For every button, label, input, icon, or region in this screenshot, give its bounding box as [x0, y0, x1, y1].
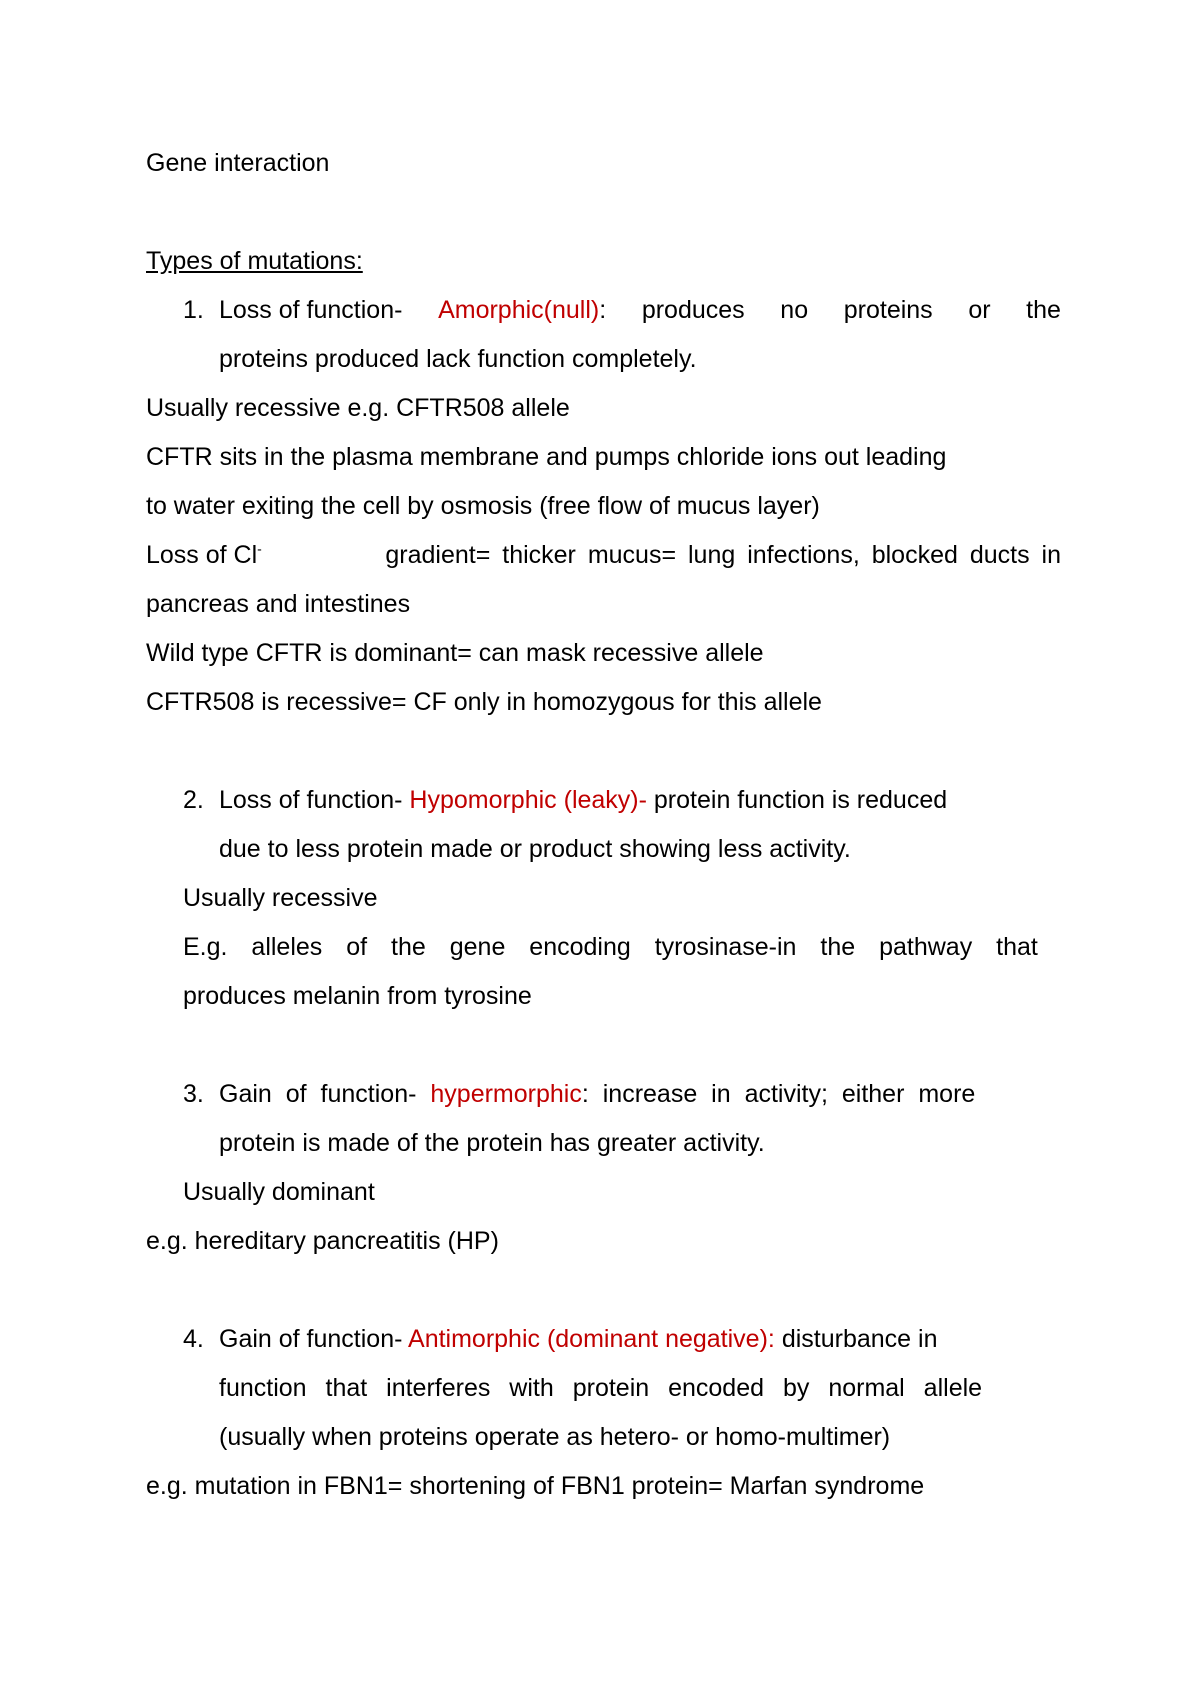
item-2-lead: Loss of function- [219, 786, 403, 814]
item-4-lead: Gain of function- [219, 1325, 403, 1353]
item-4-line2: function that interferes with protein encoded by normal allele [219, 1374, 983, 1402]
loss-prefix-wrap [146, 540, 262, 570]
item-3-eg: e.g. hereditary pancreatitis (HP) [146, 1227, 499, 1255]
item-1-term: Amorphic(null) [438, 296, 600, 324]
item-number-3: 3. [183, 1080, 204, 1108]
item-1-loss-line2: pancreas and intestines [146, 590, 411, 618]
loss-prefix: Loss of Cl [146, 541, 258, 569]
item-1-word-or: or [968, 296, 991, 324]
item-number-2: 2. [183, 786, 204, 814]
list-item-2-line1 [219, 785, 1061, 815]
item-1-lead: Loss of function- [219, 296, 403, 324]
loss-rest: gradient= thicker mucus= lung infections, blocked ducts in [385, 541, 1061, 569]
list-item-1-line1 [219, 295, 1061, 325]
item-1-rest-a: : [599, 296, 607, 324]
chloride-superscript: - [257, 540, 262, 557]
item-3-line2: protein is made of the protein has greater activity. [219, 1129, 765, 1157]
item-1-word-the: the [1026, 296, 1061, 324]
item-1-word-produces: produces [641, 296, 745, 324]
list-item-4-line1 [219, 1324, 1061, 1354]
item-1-usually: Usually recessive e.g. CFTR508 allele [146, 394, 570, 422]
section-heading: Types of mutations: [146, 247, 363, 275]
item-1-cftr-line2: to water exiting the cell by osmosis (free flow of mucus layer) [146, 492, 820, 520]
item-1-word-no: no [780, 296, 809, 324]
item-1-word-proteins: proteins [843, 296, 933, 324]
item-2-eg-line1: E.g. alleles of the gene encoding tyrosinase-in the pathway that [183, 933, 1038, 961]
item-2-line2: due to less protein made or product showing less activity. [219, 835, 851, 863]
item-2-eg-line2: produces melanin from tyrosine [183, 982, 532, 1010]
document-title: Gene interaction [146, 149, 330, 177]
item-3-usually: Usually dominant [183, 1178, 375, 1206]
item-2-rest: protein function is reduced [653, 786, 948, 814]
item-1-line2: proteins produced lack function completely. [219, 345, 697, 373]
item-4-rest: disturbance in [781, 1325, 938, 1353]
item-1-loss-line1 [146, 540, 1061, 570]
item-3-rest: : increase in activity; either more [581, 1080, 976, 1108]
list-item-3-line1 [219, 1079, 1061, 1109]
item-3-lead: Gain of function- [219, 1080, 417, 1108]
item-4-eg: e.g. mutation in FBN1= shortening of FBN1 protein= Marfan syndrome [146, 1472, 925, 1500]
item-3-term: hypermorphic [430, 1080, 582, 1108]
item-4-term: Antimorphic (dominant negative): [408, 1325, 775, 1353]
item-1-cftr-line1: CFTR sits in the plasma membrane and pumps chloride ions out leading [146, 443, 947, 471]
item-4-line3: (usually when proteins operate as hetero- or homo-multimer) [219, 1423, 891, 1451]
item-number-4: 4. [183, 1325, 204, 1353]
item-number-1: 1. [183, 296, 204, 324]
item-2-usually: Usually recessive [183, 884, 378, 912]
item-1-term-and-rest [438, 295, 606, 325]
item-1-wild-type: Wild type CFTR is dominant= can mask recessive allele [146, 639, 764, 667]
item-1-cftr508: CFTR508 is recessive= CF only in homozygous for this allele [146, 688, 822, 716]
item-2-term: Hypomorphic (leaky)- [409, 786, 647, 814]
